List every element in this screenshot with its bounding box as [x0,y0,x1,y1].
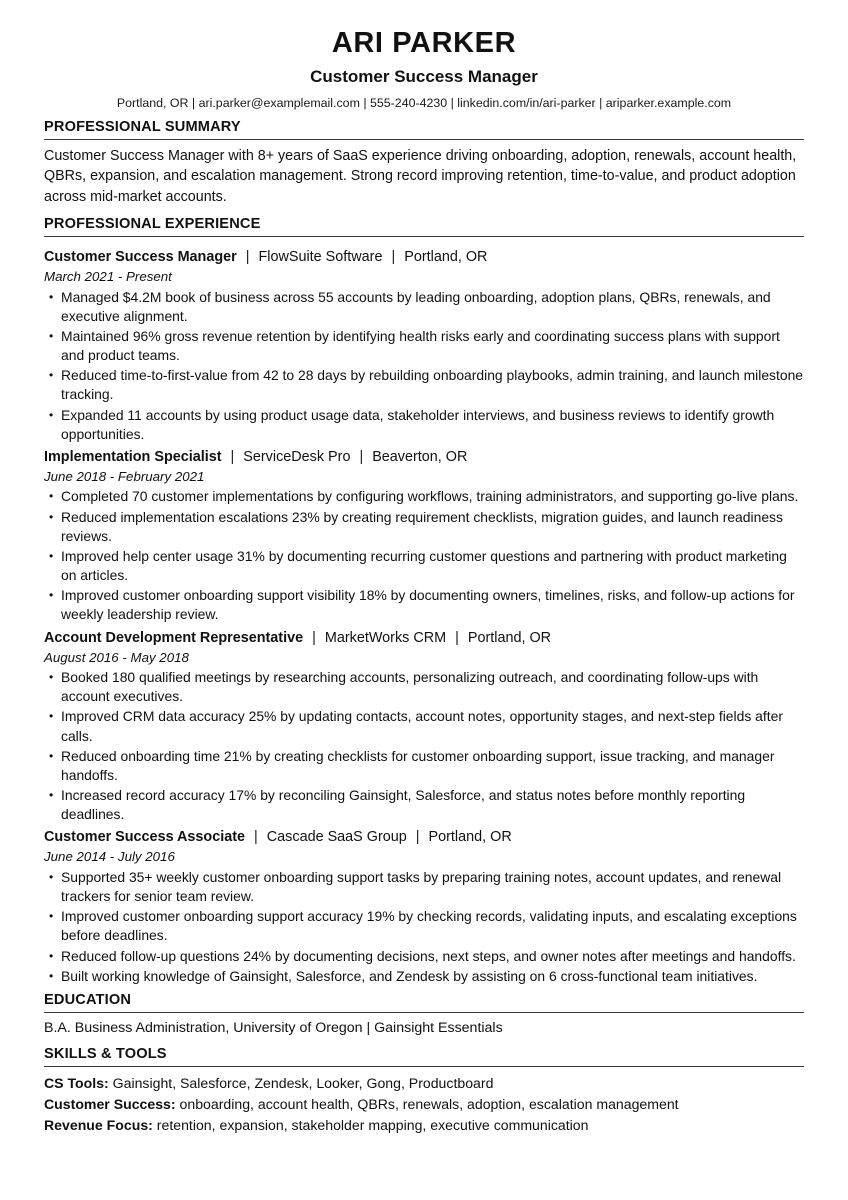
section-heading-professional-summary: PROFESSIONAL SUMMARY [44,117,804,140]
section-heading-skills-and-tools: SKILLS & TOOLS [44,1044,804,1067]
job-bullet: • Built working knowledge of Gainsight, Salesforce, and Zendesk by assisting on 6 cross-functional team initiatives. [44,967,804,986]
job-company: MarketWorks CRM [324,629,447,646]
skill-category-label: Revenue Focus: [44,1116,153,1133]
job-bullet: • Expanded 11 accounts by using product usage data, stakeholder interviews, and business reviews to identify growth opportunities. [44,406,804,444]
job-bullet: • Completed 70 customer implementations by configuring workflows, training administrators, and supporting go-live plans. [44,487,804,506]
job-separator: | [415,829,420,846]
experience-spacer [44,243,804,246]
job-location: Beaverton, OR [372,449,468,466]
section-skills-and-tools [44,1044,804,1135]
experience-entry [44,248,804,444]
job-bullet-list [44,868,804,986]
section-professional-experience [44,214,804,986]
job-headline [44,448,804,467]
job-bullet: • Improved customer onboarding support accuracy 19% by checking records, validating inputs, and escalating exceptions before deadlines. [44,907,804,945]
job-bullet-list [44,487,804,624]
skill-row [44,1073,804,1093]
section-education [44,990,804,1039]
job-location: Portland, OR [404,249,488,266]
job-company: Cascade SaaS Group [266,829,407,846]
skill-category-values: retention, expansion, stakeholder mapping, executive communication [156,1116,589,1133]
job-separator: | [254,829,258,846]
job-company: FlowSuite Software [258,249,383,266]
education-entry: B.A. Business Administration, University of Oregon | Gainsight Essentials [44,1020,503,1037]
experience-entry [44,448,804,625]
job-bullet: • Maintained 96% gross revenue retention by identifying health risks early and coordinating success plans with support and product teams. [44,327,804,365]
job-separator: | [245,249,250,266]
job-headline [44,828,804,847]
candidate-job-title: Customer Success Manager [310,67,538,87]
job-bullet: • Reduced follow-up questions 24% by documenting decisions, next steps, and owner notes after meetings and handoffs. [44,947,804,966]
job-dates: August 2016 - May 2018 [44,649,189,665]
job-bullet: • Reduced time-to-first-value from 42 to 28 days by rebuilding onboarding playbooks, admin training, and launch milestone tracking. [44,366,804,404]
professional-summary-text: Customer Success Manager with 8+ years of SaaS experience driving onboarding, adoption, renewals, account health, QBRs, expansion, and escalation management. Strong record improving retention, time-to-value, and product adoption across mid-market accounts. [44,148,797,205]
job-bullet: • Reduced implementation escalations 23% by creating requirement checklists, migration guides, and launch readiness reviews. [44,508,804,546]
job-role: Customer Success Associate [44,829,246,846]
job-bullet: • Reduced onboarding time 21% by creating checklists for customer onboarding support, issue tracking, and manager handoffs. [44,747,804,785]
section-heading-professional-experience: PROFESSIONAL EXPERIENCE [44,214,804,237]
job-role: Implementation Specialist [44,449,222,466]
experience-entry [44,629,804,825]
section-professional-summary [44,117,804,207]
skill-category-label: Customer Success: [44,1095,176,1112]
job-separator: | [359,449,364,466]
job-bullet: • Managed $4.2M book of business across 55 accounts by leading onboarding, adoption plans, QBRs, renewals, and executive alignment. [44,288,804,326]
job-location: Portland, OR [428,829,512,846]
job-bullet-list [44,288,804,445]
skill-row [44,1094,804,1114]
candidate-contact-line: Portland, OR | ari.parker@examplemail.com | 555-240-4230 | linkedin.com/in/ari-parker | ariparker.example.com [116,95,732,110]
job-headline [44,248,804,267]
job-separator: | [230,449,235,466]
job-role: Account Development Representative [44,629,304,646]
skill-category-label: CS Tools: [44,1074,109,1091]
job-dates: March 2021 - Present [44,269,172,285]
job-dates: June 2018 - February 2021 [44,469,205,485]
job-bullet-list [44,668,804,825]
skill-category-values: onboarding, account health, QBRs, renewals, adoption, escalation management [179,1095,679,1112]
candidate-name: ARI PARKER [331,27,517,59]
job-bullet: • Improved help center usage 31% by documenting recurring customer questions and partnering with product marketing on articles. [44,547,804,585]
experience-entry [44,828,804,985]
job-separator: | [391,249,396,266]
job-bullet: • Booked 180 qualified meetings by researching accounts, personalizing outreach, and coordinating follow-ups with account executives. [44,668,804,706]
section-heading-education: EDUCATION [44,990,804,1013]
job-bullet: • Improved CRM data accuracy 25% by updating contacts, account notes, opportunity stages, and next-step fields after calls. [44,707,804,745]
job-bullet: • Supported 35+ weekly customer onboarding support tasks by preparing training notes, account updates, and renewal trackers for senior team review. [44,868,804,906]
job-separator: | [455,629,459,646]
job-bullet: • Improved customer onboarding support visibility 18% by documenting owners, timelines, risks, and follow-up actions for weekly leadership review. [44,586,804,624]
job-location: Portland, OR [467,629,552,646]
resume-header [44,26,804,111]
job-bullet: • Increased record accuracy 17% by reconciling Gainsight, Salesforce, and status notes before monthly reporting deadlines. [44,786,804,824]
job-role: Customer Success Manager [44,249,237,266]
skill-category-values: Gainsight, Salesforce, Zendesk, Looker, Gong, Productboard [112,1074,494,1091]
job-company: ServiceDesk Pro [243,449,351,466]
job-dates: June 2014 - July 2016 [44,849,175,865]
skill-row [44,1115,804,1135]
job-headline [44,629,804,648]
job-separator: | [312,629,316,646]
